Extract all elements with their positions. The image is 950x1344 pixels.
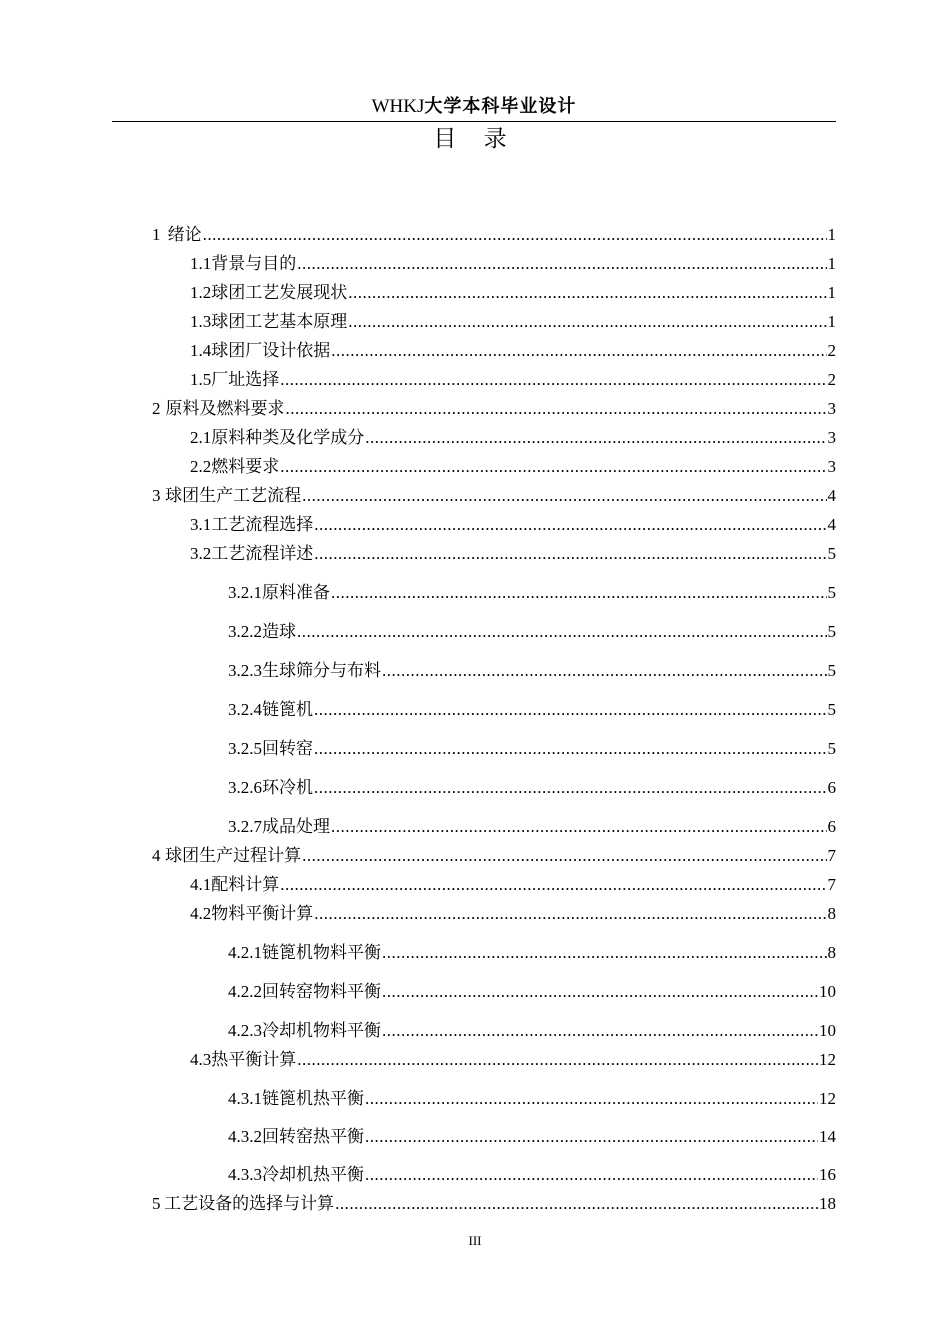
toc-entry-number: 3 xyxy=(152,486,161,505)
toc-entry-label: 厂址选择 xyxy=(211,370,280,389)
toc-entry-page: 2 xyxy=(827,341,836,360)
toc-leader-dots xyxy=(348,282,826,304)
toc-leader-dots xyxy=(280,456,826,478)
toc-entry-number: 4.3 xyxy=(190,1050,212,1069)
toc-entry-label: 配料计算 xyxy=(211,875,280,894)
toc-entry-label: 冷却机热平衡 xyxy=(262,1165,364,1184)
toc-entry[interactable] xyxy=(190,454,836,478)
toc-entry-label: 造球 xyxy=(262,622,296,641)
toc-entry-page: 1 xyxy=(827,225,836,244)
toc-entry-label: 原料准备 xyxy=(262,583,330,602)
toc-entry[interactable] xyxy=(228,580,836,604)
toc-entry-page: 8 xyxy=(827,904,836,923)
toc-entry-label: 回转窑 xyxy=(262,739,313,758)
toc-entry-number: 1.5 xyxy=(190,370,212,389)
toc-entry-page: 1 xyxy=(827,312,836,331)
toc-entry-page: 3 xyxy=(827,428,836,447)
toc-entry[interactable] xyxy=(152,483,836,507)
toc-entry[interactable] xyxy=(190,367,836,391)
toc-entry-label: 回转窑热平衡 xyxy=(262,1127,364,1146)
toc-entry-page: 4 xyxy=(827,486,836,505)
toc-entry-label: 原料种类及化学成分 xyxy=(211,428,365,447)
toc-entry-label: 回转窑物料平衡 xyxy=(262,982,381,1001)
toc-entry-page: 14 xyxy=(819,1127,836,1146)
toc-entry-label: 成品处理 xyxy=(262,817,330,836)
toc-entry-number: 4.3.2 xyxy=(228,1127,262,1146)
toc-leader-dots xyxy=(331,582,827,604)
toc-leader-dots xyxy=(331,816,827,838)
toc-entry-page: 1 xyxy=(827,283,836,302)
toc-entry-number: 2.1 xyxy=(190,428,212,447)
toc-entry-number: 4.3.1 xyxy=(228,1089,262,1108)
header-title: 大学本科毕业设计 xyxy=(424,96,577,117)
toc-entry[interactable] xyxy=(190,251,836,275)
toc-entry-number: 4.2 xyxy=(190,904,212,923)
toc-entry-number: 2.2 xyxy=(190,457,212,476)
toc-entry[interactable] xyxy=(228,775,836,799)
toc-entry-page: 7 xyxy=(827,846,836,865)
toc-entry-number: 4.2.2 xyxy=(228,982,262,1001)
toc-entry-page: 5 xyxy=(827,622,836,641)
header-latin: WHKJ xyxy=(371,96,425,117)
toc-entry-number: 4 xyxy=(152,846,161,865)
toc-entry[interactable] xyxy=(228,1086,836,1110)
toc-entry-label: 冷却机物料平衡 xyxy=(262,1021,381,1040)
toc-entry-page: 4 xyxy=(827,515,836,534)
toc-entry-number: 3.1 xyxy=(190,515,212,534)
toc-entry[interactable] xyxy=(228,736,836,760)
toc-leader-dots xyxy=(314,699,827,721)
toc-leader-dots xyxy=(314,738,827,760)
toc-entry-number: 5 xyxy=(152,1194,161,1213)
toc-entry[interactable] xyxy=(228,814,836,838)
toc-leader-dots xyxy=(314,903,826,925)
toc-entry[interactable] xyxy=(152,843,836,867)
toc-entry-number: 2 xyxy=(152,399,161,418)
toc-entry-page: 8 xyxy=(827,943,836,962)
toc-entry-label: 背景与目的 xyxy=(211,254,297,273)
toc-entry-number: 1.1 xyxy=(190,254,212,273)
toc-entry-page: 5 xyxy=(827,700,836,719)
toc-entry[interactable] xyxy=(228,1162,836,1186)
toc-entry-number: 4.2.1 xyxy=(228,943,262,962)
toc-entry-number: 1.3 xyxy=(190,312,212,331)
toc-leader-dots xyxy=(297,253,826,275)
toc-entry-label: 工艺设备的选择与计算 xyxy=(164,1194,335,1213)
toc-leader-dots xyxy=(314,543,826,565)
toc-entry-number: 1.2 xyxy=(190,283,212,302)
toc-leader-dots xyxy=(314,777,827,799)
toc-entry[interactable] xyxy=(228,1018,836,1042)
toc-entry-page: 10 xyxy=(819,1021,836,1040)
toc-leader-dots xyxy=(280,874,826,896)
toc-entry-page: 5 xyxy=(827,661,836,680)
toc-entry-label: 球团工艺基本原理 xyxy=(211,312,348,331)
toc-entry-page: 6 xyxy=(827,817,836,836)
toc-entry-number: 3.2 xyxy=(190,544,212,563)
toc-entry-number: 4.1 xyxy=(190,875,212,894)
toc-leader-dots xyxy=(297,621,827,643)
toc-leader-dots xyxy=(302,485,826,507)
toc-leader-dots xyxy=(203,224,827,246)
toc-leader-dots xyxy=(365,427,826,449)
toc-entry[interactable] xyxy=(190,541,836,565)
toc-leader-dots xyxy=(348,311,826,333)
toc-entry-number: 1.4 xyxy=(190,341,212,360)
toc-entry-label: 球团生产工艺流程 xyxy=(165,486,302,505)
toc-entry-label: 工艺流程选择 xyxy=(211,515,314,534)
toc-entry-page: 5 xyxy=(827,544,836,563)
toc-entry[interactable] xyxy=(190,309,836,333)
toc-entry-page: 7 xyxy=(827,875,836,894)
toc-entry-page: 18 xyxy=(819,1194,836,1213)
toc-entry-number: 3.2.5 xyxy=(228,739,262,758)
toc-entry-page: 12 xyxy=(819,1089,836,1108)
toc-entry-number: 4.2.3 xyxy=(228,1021,262,1040)
toc-entry-page: 12 xyxy=(819,1050,836,1069)
toc-entry-label: 生球筛分与布料 xyxy=(262,661,381,680)
toc-entry[interactable] xyxy=(152,1191,836,1215)
toc-entry-page: 3 xyxy=(827,399,836,418)
toc-entry-page: 3 xyxy=(827,457,836,476)
toc-entry-page: 1 xyxy=(827,254,836,273)
toc-leader-dots xyxy=(382,942,827,964)
toc-entry-page: 5 xyxy=(827,739,836,758)
toc-entry-label: 球团厂设计依据 xyxy=(211,341,331,360)
toc-entry-number: 3.2.7 xyxy=(228,817,262,836)
toc-entry-number: 3.2.1 xyxy=(228,583,262,602)
toc-entry[interactable] xyxy=(190,425,836,449)
toc-entry[interactable] xyxy=(228,697,836,721)
toc-entry-label: 绪论 xyxy=(167,225,202,244)
toc-entry[interactable] xyxy=(228,979,836,1003)
toc-entry-label: 工艺流程详述 xyxy=(211,544,314,563)
toc-entry-label: 环冷机 xyxy=(262,778,313,797)
toc-leader-dots xyxy=(365,1164,818,1186)
toc-leader-dots xyxy=(314,514,826,536)
toc-entry-label: 链篦机 xyxy=(262,700,313,719)
toc-entry-page: 6 xyxy=(827,778,836,797)
toc-entry-number: 1 xyxy=(152,225,161,244)
toc-entry-page: 16 xyxy=(819,1165,836,1184)
toc-entry[interactable] xyxy=(228,619,836,643)
toc-entry[interactable] xyxy=(190,280,836,304)
toc-leader-dots xyxy=(365,1088,818,1110)
toc-entry-page: 5 xyxy=(827,583,836,602)
toc-entry[interactable] xyxy=(152,396,836,420)
toc-leader-dots xyxy=(331,340,826,362)
toc-entry-label: 燃料要求 xyxy=(211,457,280,476)
toc-entry[interactable] xyxy=(152,222,836,246)
toc-entry[interactable] xyxy=(228,940,836,964)
toc-entry[interactable] xyxy=(190,872,836,896)
toc-entry-label: 热平衡计算 xyxy=(211,1050,297,1069)
toc-leader-dots xyxy=(382,660,827,682)
toc-entry-page: 10 xyxy=(819,982,836,1001)
toc-leader-dots xyxy=(365,1126,818,1148)
toc-entry-number: 3.2.6 xyxy=(228,778,262,797)
toc-entry-label: 球团工艺发展现状 xyxy=(211,283,348,302)
toc-entry-label: 物料平衡计算 xyxy=(211,904,314,923)
toc-leader-dots xyxy=(297,1049,818,1071)
toc-leader-dots xyxy=(335,1193,818,1215)
page-number: III xyxy=(468,1233,482,1248)
toc-entry-label: 链篦机热平衡 xyxy=(262,1089,364,1108)
toc-entry[interactable] xyxy=(190,512,836,536)
toc-entry[interactable] xyxy=(228,658,836,682)
toc-leader-dots xyxy=(382,981,818,1003)
toc-entry[interactable] xyxy=(190,338,836,362)
toc-entry-label: 链篦机物料平衡 xyxy=(262,943,381,962)
toc-entry-number: 3.2.2 xyxy=(228,622,262,641)
toc-leader-dots xyxy=(302,845,826,867)
page-title: 目 录 xyxy=(433,126,517,152)
toc-entry[interactable] xyxy=(190,1047,836,1071)
toc-entry-number: 3.2.3 xyxy=(228,661,262,680)
toc-entry-label: 球团生产过程计算 xyxy=(165,846,302,865)
toc-leader-dots xyxy=(280,369,826,391)
toc-entry-page: 2 xyxy=(827,370,836,389)
toc-entry-number: 4.3.3 xyxy=(228,1165,262,1184)
toc-leader-dots xyxy=(286,398,827,420)
toc-entry[interactable] xyxy=(228,1124,836,1148)
toc-leader-dots xyxy=(382,1020,818,1042)
toc-entry-label: 原料及燃料要求 xyxy=(165,399,285,418)
toc-entry-number: 3.2.4 xyxy=(228,700,262,719)
toc-entry[interactable] xyxy=(190,901,836,925)
